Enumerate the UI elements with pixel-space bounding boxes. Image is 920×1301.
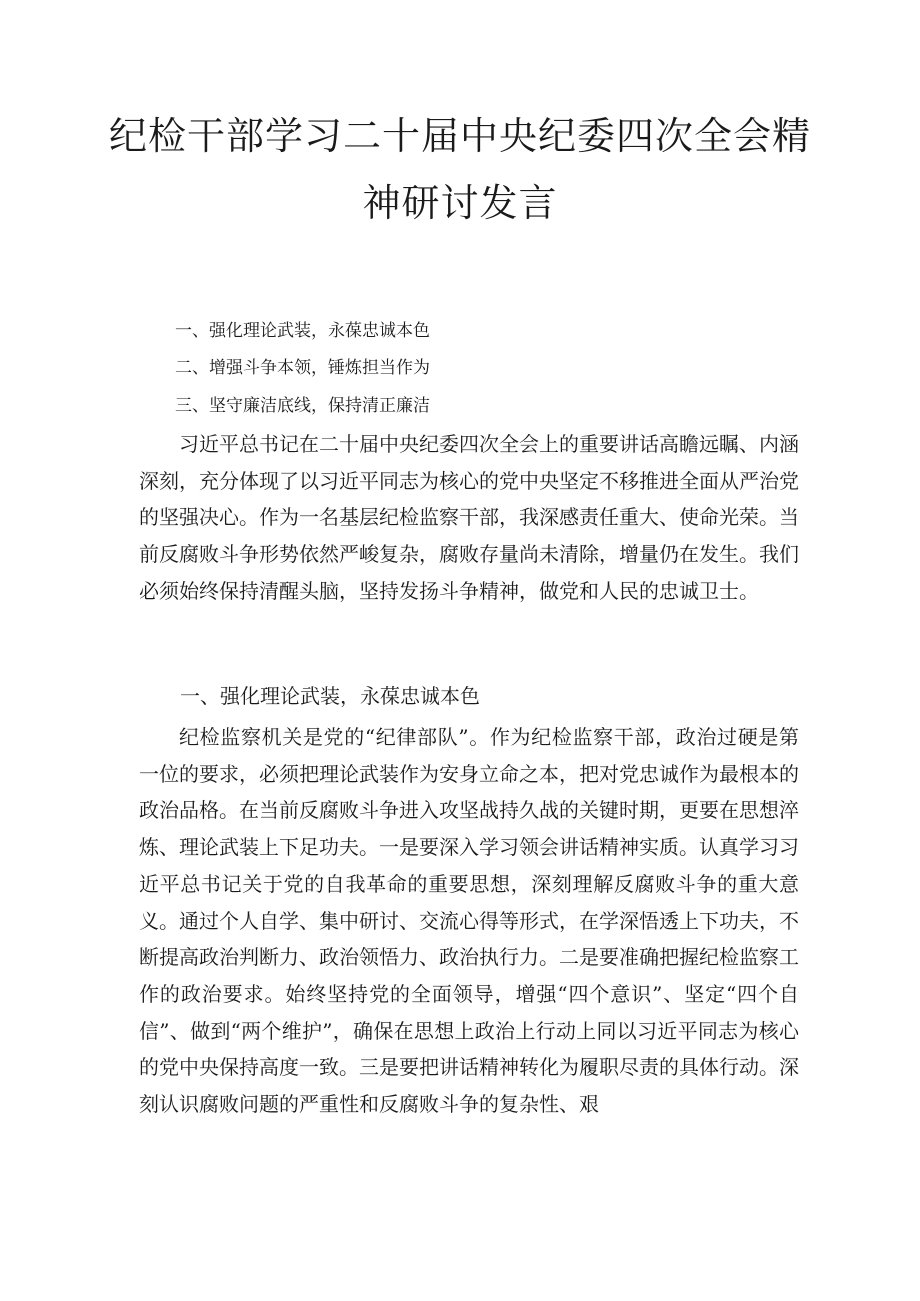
- intro-paragraph: 习近平总书记在二十届中央纪委四次全会上的重要讲话高瞻远瞩、内涵深刻，充分体现了以习近平同志为核心的党中央坚定不移推进全面从严治党的坚强决心。作为一名基层纪检监察干部，我深感责任重大、使命光荣。当前反腐败斗争形势依然严峻复杂，腐败存量尚未清除，增量仍在发生。我们必须始终保持清醒头脑，坚持发扬斗争精神，做党和人民的忠诚卫士。: [139, 432, 799, 603]
- document-title-line-1: 纪检干部学习二十届中央纪委四次全会精: [108, 114, 811, 158]
- section-heading: 一、强化理论武装，永葆忠诚本色: [180, 684, 480, 708]
- document-title-line-2: 神研讨发言: [362, 181, 558, 225]
- outline-item: 二、增强斗争本领，锤炼担当作为: [175, 358, 430, 378]
- outline-item: 三、坚守廉洁底线，保持清正廉洁: [175, 396, 430, 416]
- section-paragraph: 纪检监察机关是党的“纪律部队”。作为纪检监察干部，政治过硬是第一位的要求，必须把理论武装作为安身立命之本，把对党忠诚作为最根本的政治品格。在当前反腐败斗争进入攻坚战持久战的关键时期，更要在思想淬炼、理论武装上下足功夫。一是要深入学习领会讲话精神实质。认真学习习近平总书记关于党的自我革命的重要思想，深刻理解反腐败斗争的重大意义。通过个人自学、集中研讨、交流心得等形式，在学深悟透上下功夫，不断提高政治判断力、政治领悟力、政治执行力。二是要准确把握纪检监察工作的政治要求。始终坚持党的全面领导，增强“四个意识”、坚定“四个自信”、做到“两个维护”，确保在思想上政治上行动上同以习近平同志为核心的党中央保持高度一致。三是要把讲话精神转化为履职尽责的具体行动。深刻认识腐败问题的严重性和反腐败斗争的复杂性、艰: [139, 725, 799, 1117]
- outline-item: 一、强化理论武装，永葆忠诚本色: [175, 321, 430, 341]
